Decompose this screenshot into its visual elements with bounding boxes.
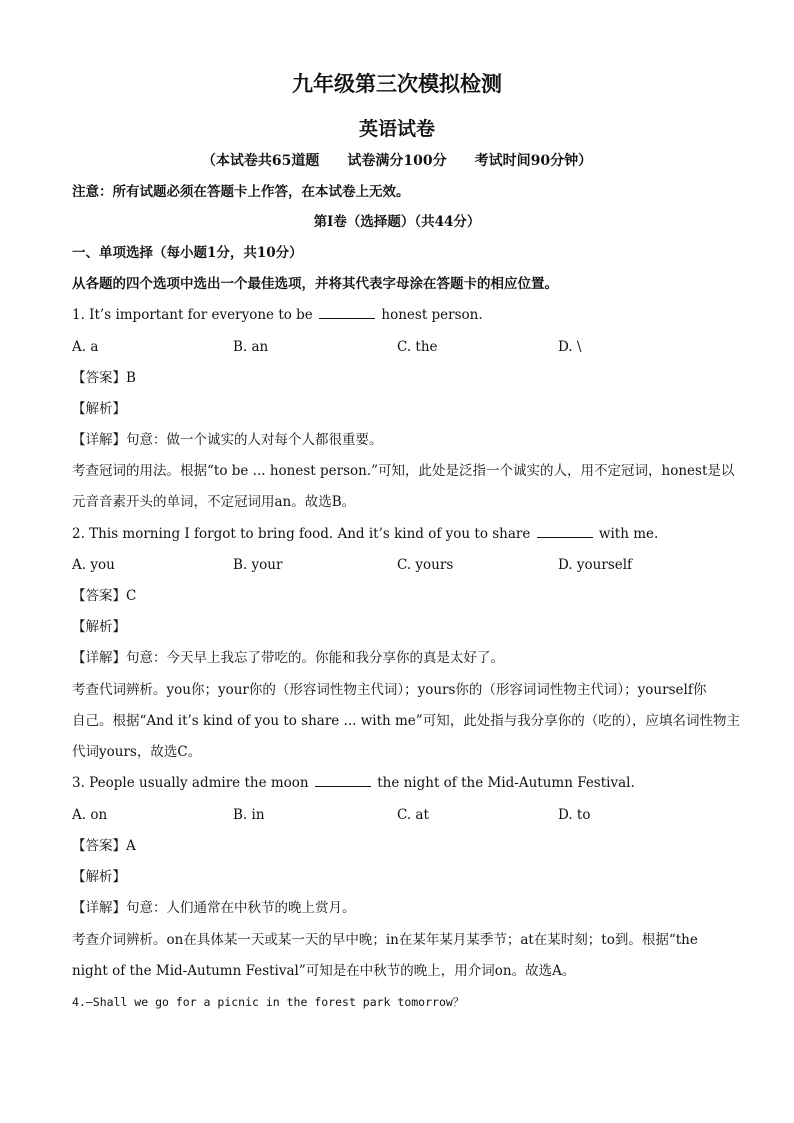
detail-label: 【详解】 (72, 432, 126, 448)
answer-blank (315, 774, 371, 787)
analysis-label: 【解析】 (72, 619, 126, 635)
explain-line: night of the Mid-Autumn Festival”可知是在中秋节的晚上，用介词on。故选A。 (72, 963, 576, 979)
answer-label: 【答案】 (72, 838, 126, 854)
detail-line (72, 898, 722, 918)
option-c: C. yours (397, 557, 454, 573)
option-a: A. on (72, 807, 108, 823)
question-stem: 4.–Shall we go for a picnic in the forest park tomorrow？ (72, 995, 465, 1009)
option-d: D. to (558, 807, 591, 823)
analysis-label: 【解析】 (72, 869, 126, 885)
detail-text: 句意：人们通常在中秋节的晚上赏月。 (126, 900, 356, 916)
question-stem (72, 524, 722, 544)
answer-value: B (126, 370, 136, 386)
detail-text: 句意：今天早上我忘了带吃的。你能和我分享你的真是太好了。 (126, 650, 504, 666)
section-instruction: 从各题的四个选项中选出一个最佳选项，并将其代表字母涂在答题卡的相应位置。 (72, 276, 558, 292)
stem-part: with me. (594, 526, 659, 542)
exam-info: （本试卷共65道题 试卷满分100分 考试时间90分钟） (201, 153, 593, 169)
option-c: C. at (397, 807, 429, 823)
option-a: A. a (72, 339, 99, 355)
explain-line: 考查冠词的用法。根据“to be ... honest person.”可知，此处是泛指一个诚实的人，用不定冠词，honest是以 (72, 463, 735, 479)
option-b: B. an (233, 339, 269, 355)
detail-line (72, 648, 722, 668)
answer-label: 【答案】 (72, 370, 126, 386)
question-stem (72, 305, 722, 325)
exam-notice: 注意：所有试题必须在答题卡上作答，在本试卷上无效。 (72, 184, 410, 200)
answer-line (72, 368, 722, 388)
explain-line: 考查代词辨析。you你；your你的（形容词性物主代词）；yours你的（形容词词性物主代词）；yourself你 (72, 682, 707, 698)
answer-label: 【答案】 (72, 588, 126, 604)
question-stem (72, 773, 722, 793)
exam-subtitle: 英语试卷 (358, 118, 435, 140)
detail-label: 【详解】 (72, 900, 126, 916)
explain-line: 自己。根据“And it’s kind of you to share ... with me”可知，此处指与我分享你的（吃的），应填名词性物主 (72, 713, 740, 729)
detail-line (72, 430, 722, 450)
answer-value: A (126, 838, 136, 854)
section-heading: 一、单项选择（每小题1分，共10分） (72, 245, 303, 261)
detail-label: 【详解】 (72, 650, 126, 666)
stem-part: 3. People usually admire the moon (72, 775, 313, 791)
option-c: C. the (397, 339, 438, 355)
analysis-label: 【解析】 (72, 401, 126, 417)
option-d: D. yourself (558, 557, 633, 573)
explain-line: 代词yours，故选C。 (72, 744, 202, 760)
answer-line (72, 586, 722, 606)
exam-title: 九年级第三次模拟检测 (292, 71, 502, 96)
stem-part: the night of the Mid-Autumn Festival. (372, 775, 635, 791)
stem-part: 2. This morning I forgot to bring food. And it’s kind of you to share (72, 526, 535, 542)
option-b: B. in (233, 807, 265, 823)
part-heading: 第Ⅰ卷（选择题）（共44分） (313, 214, 481, 230)
explain-line: 元音音素开头的单词，不定冠词用an。故选B。 (72, 494, 356, 510)
answer-value: C (126, 588, 137, 604)
option-d: D. \ (558, 339, 582, 355)
option-a: A. you (72, 557, 115, 573)
option-b: B. your (233, 557, 283, 573)
answer-blank (319, 306, 375, 319)
answer-line (72, 836, 722, 856)
detail-text: 句意：做一个诚实的人对每个人都很重要。 (126, 432, 383, 448)
explain-line: 考查介词辨析。on在具体某一天或某一天的早中晚；in在某年某月某季节；at在某时刻；to到。根据“the (72, 932, 698, 948)
answer-blank (537, 525, 593, 538)
stem-part: honest person. (377, 307, 483, 323)
stem-part: 1. It’s important for everyone to be (72, 307, 318, 323)
